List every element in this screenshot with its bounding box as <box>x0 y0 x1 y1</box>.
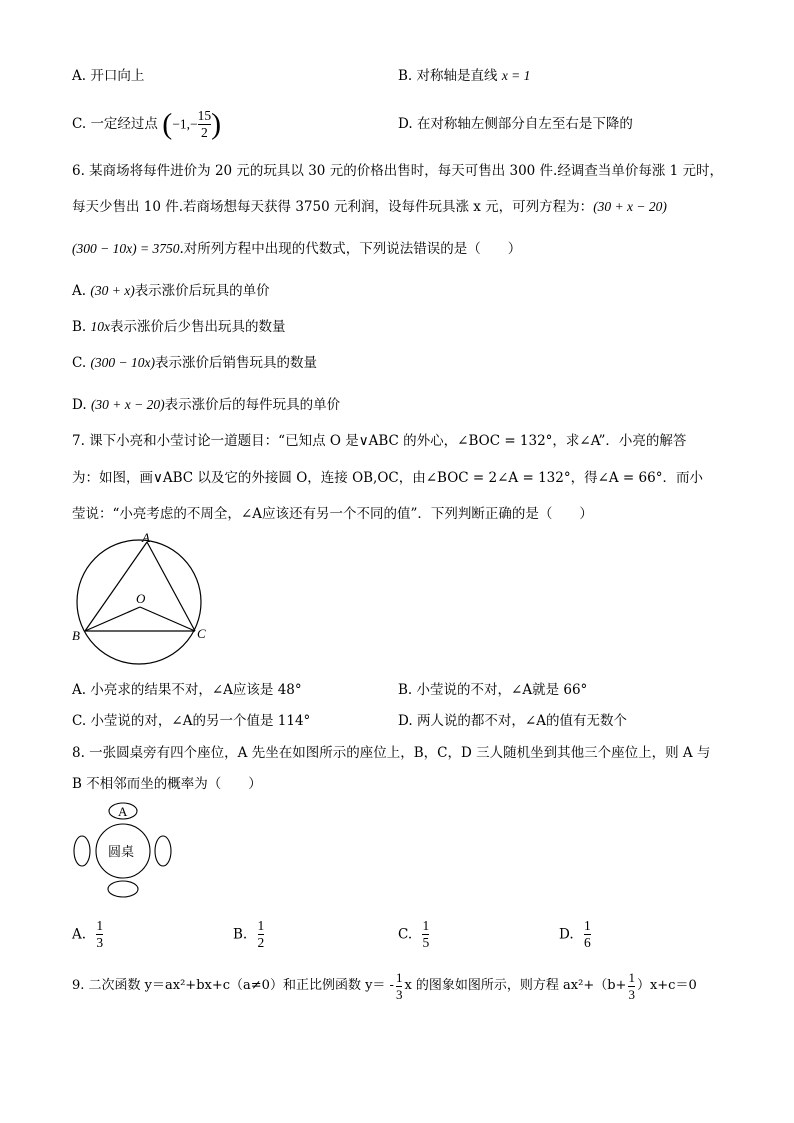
option-text: 在对称轴左侧部分自左至右是下降的 <box>416 116 633 132</box>
q7-stem-line-3: 莹说：“小亮考虑的不周全，∠A应该还有另一个不同的值”．下列判断正确的是（ ） <box>72 506 593 522</box>
seat-left <box>74 836 90 866</box>
fraction: $\frac{1}{3}$ <box>628 969 635 1002</box>
q7-option-a: A. 小亮求的结果不对，∠A应该是 48° <box>72 682 302 698</box>
q5-option-b <box>398 67 530 85</box>
side-ac <box>147 542 195 631</box>
q8-stem-line-2: B 不相邻而坐的概率为（ ） <box>72 776 262 792</box>
round-table-figure <box>70 800 180 900</box>
q9-stem-line-1: 9. 二次函数 y＝ax²+bx+c（a≠0）和正比例函数 y＝ - $\frac{1}{3}$ x 的图象如图所示，则方程 ax²+（b+ $\frac{1}{3}$ ）x+c＝0 <box>72 969 697 1002</box>
q8-option-b: B. $\frac{1}{2}$ <box>233 918 265 950</box>
fraction: $\frac{1}{6}$ <box>583 918 591 950</box>
option-text: 一定经过点 <box>90 116 158 132</box>
segment-oc <box>140 607 195 631</box>
seat-right <box>155 836 171 866</box>
q8-option-d: D. $\frac{1}{6}$ <box>559 918 591 950</box>
option-label: B. <box>398 68 413 84</box>
option-label: A. <box>72 68 87 84</box>
q7-stem-line-2: 为：如图，画∨ABC 以及它的外接圆 O，连接 OB,OC，由∠BOC = 2∠A = 132°，得∠A = 66°．而小 <box>72 470 703 486</box>
option-text: 对称轴是直线 <box>416 68 498 84</box>
seat-bottom <box>108 881 138 897</box>
option-label: D. <box>398 116 413 132</box>
q6-option-a: A. (30 + x)表示涨价后玩具的单价 <box>72 283 270 299</box>
q7-stem-line-1: 7. 课下小亮和小莹讨论一道题目：“已知点 O 是∨ABC 的外心，∠BOC = 132°，求∠A”．小亮的解答 <box>72 433 687 449</box>
circumcircle-figure <box>70 532 220 672</box>
q6-stem-line-1: 6. 某商场将每件进价为 20 元的玩具以 30 元的价格出售时，每天可售出 300 件.经调查当单价每涨 1 元时， <box>72 163 724 179</box>
table-label: 圆桌 <box>108 844 135 859</box>
q7-option-c: C. 小莹说的对，∠A的另一个值是 114° <box>72 713 311 729</box>
q6-option-b: B. 10x表示涨价后少售出玩具的数量 <box>72 319 286 335</box>
option-label: C. <box>72 116 87 132</box>
point-fraction: $\frac{15}{2}$ <box>197 108 212 140</box>
option-math: x = 1 <box>501 68 531 83</box>
q7-option-b: B. 小莹说的不对，∠A就是 66° <box>398 682 588 698</box>
q6-option-d: D. (30 + x − 20)表示涨价后的每件玩具的单价 <box>72 397 341 413</box>
q6-option-c: C. (300 − 10x)表示涨价后销售玩具的数量 <box>72 355 318 371</box>
option-text: 开口向上 <box>90 68 145 84</box>
q8-option-c: C. $\frac{1}{5}$ <box>398 918 430 950</box>
fraction: $\frac{1}{2}$ <box>257 918 265 950</box>
q8-option-a: A. $\frac{1}{3}$ <box>72 918 104 950</box>
vertex-label-b: B <box>72 628 80 643</box>
point-prefix: −1,− <box>172 116 198 132</box>
q6-stem-line-3: (300 − 10x) = 3750.对所列方程中出现的代数式，下列说法错误的是（ ） <box>72 241 522 257</box>
vertex-label-a: A <box>142 532 150 545</box>
q8-stem-line-1: 8. 一张圆桌旁有四个座位，A 先坐在如图所示的座位上，B，C，D 三人随机坐到其他三个座位上，则 A 与 <box>72 745 711 761</box>
q6-stem-line-2: 每天少售出 10 件.若商场想每天获得 3750 元利润，设每件玩具涨 x 元，可列方程为：(30 + x − 20) <box>72 199 667 215</box>
fraction: $\frac{1}{3}$ <box>395 969 403 1002</box>
fraction: $\frac{1}{3}$ <box>96 918 104 950</box>
fraction: $\frac{1}{5}$ <box>422 918 430 950</box>
vertex-label-c: C <box>197 626 206 641</box>
q5-option-d <box>398 115 633 133</box>
q7-option-d: D. 两人说的都不对，∠A的值有无数个 <box>398 713 627 729</box>
q5-option-c: C. 一定经过点 (−1,− $\frac{15}{2}$ ) <box>72 107 222 141</box>
seat-label-a: A <box>118 804 128 819</box>
q5-option-a <box>72 67 144 85</box>
center-label-o: O <box>136 591 146 606</box>
